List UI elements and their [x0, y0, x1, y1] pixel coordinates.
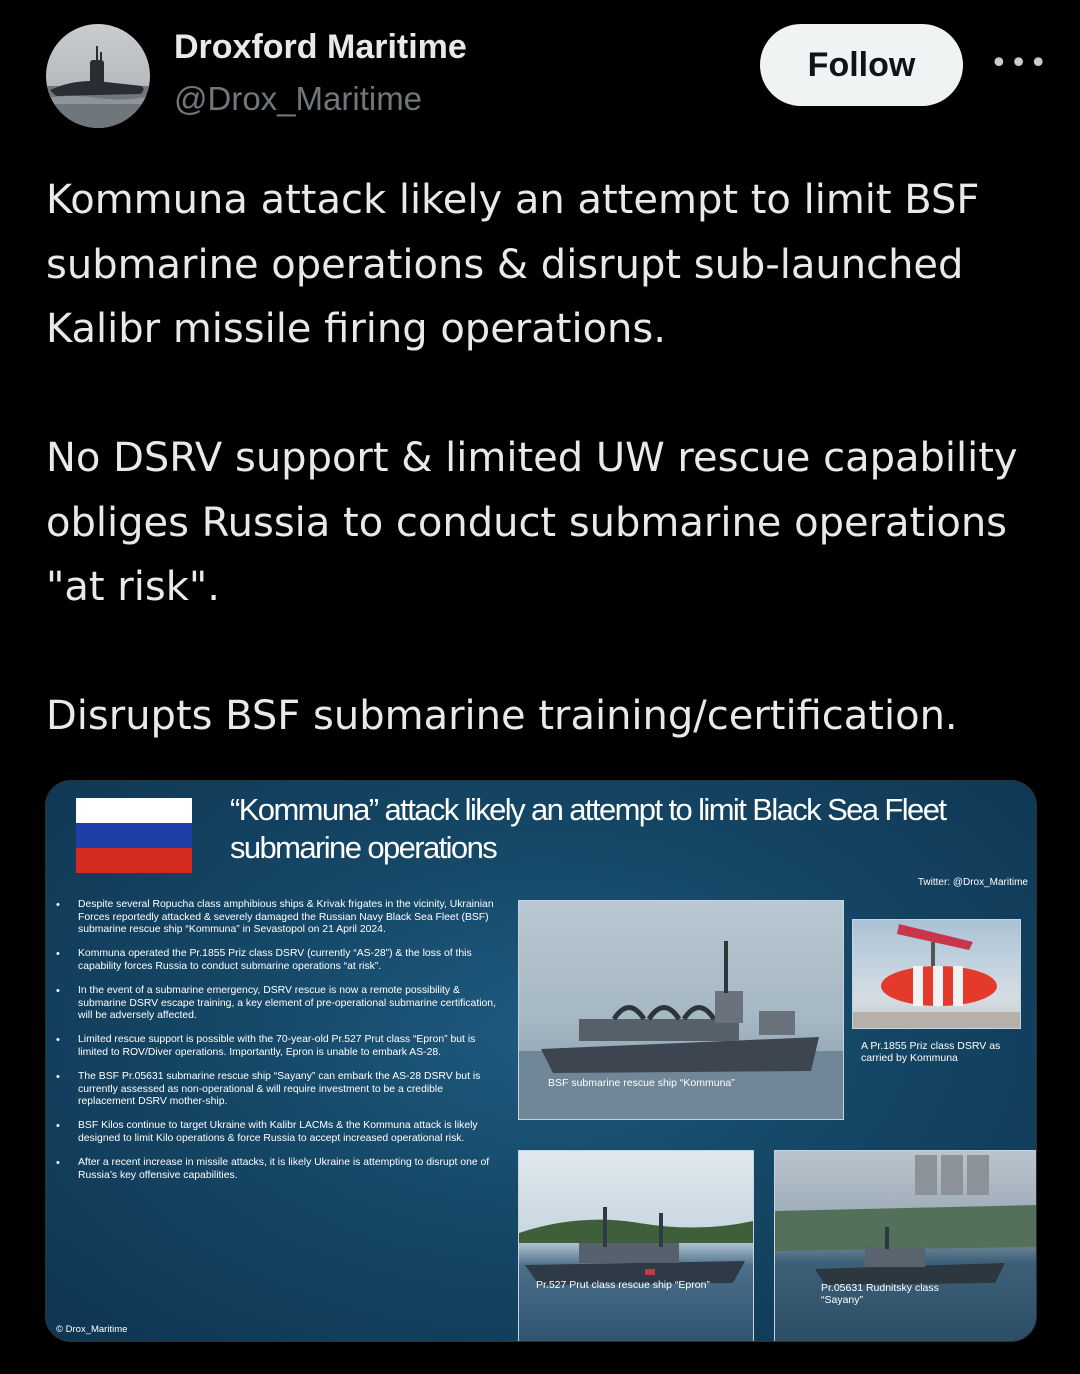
slide-bullet-list	[56, 899, 496, 1194]
tweet-paragraph: Kommuna attack likely an attempt to limit BSF submarine operations & disrupt sub-launched Kalibr missile firing operations.	[46, 177, 980, 352]
slide-credit: Twitter: @Drox_Maritime	[917, 877, 1028, 888]
sayany-photo	[774, 1150, 1037, 1342]
list-item: • Limited rescue support is possible with the 70-year-old Pr.527 Prut class “Epron” but is limited to ROV/Diver operations. Importantly, Epron is unable to embark AS-28.	[56, 1034, 496, 1059]
epron-photo	[518, 1150, 754, 1342]
tweet-media-image[interactable]	[45, 780, 1037, 1342]
more-icon[interactable]: •••	[990, 46, 1050, 81]
submarine-avatar-icon	[46, 24, 150, 128]
russian-flag-icon	[76, 798, 192, 873]
sayany-caption: Pr.05631 Rudnitsky class “Sayany”	[821, 1282, 939, 1306]
slide-credit-bottom: © Drox_Maritime	[56, 1324, 128, 1335]
tweet-text	[46, 168, 1046, 749]
account-handle[interactable]: @Drox_Maritime	[174, 80, 423, 117]
tweet-header	[0, 0, 1080, 140]
list-item: • In the event of a submarine emergency, DSRV rescue is now a remote possibility & submarine DSRV escape training, a key element of pre-operational submarine certification, will be adversely affected.	[56, 985, 496, 1023]
follow-button[interactable]: Follow	[760, 24, 963, 106]
dsrv-caption: A Pr.1855 Priz class DSRV as carried by Kommuna	[861, 1040, 1001, 1064]
dsrv-image-icon	[853, 920, 1020, 1028]
dsrv-photo	[852, 919, 1021, 1029]
slide-title: “Kommuna” attack likely an attempt to limit Black Sea Fleet submarine operations	[230, 792, 946, 865]
list-item: • Despite several Ropucha class amphibious ships & Krivak frigates in the vicinity, Ukrainian Forces reportedly attacked & severely damaged the Russian Navy Black Sea Fleet (BSF) submarine rescue ship “Kommuna” in Sevastopol on 21 April 2024.	[56, 899, 496, 937]
list-item: • The BSF Pr.05631 submarine rescue ship “Sayany” can embark the AS-28 DSRV but is currently assessed as non-operational & will require investment to be a credible replacement DSRV mother-ship.	[56, 1071, 496, 1109]
ship-image-icon	[519, 1151, 753, 1342]
kommuna-caption: BSF submarine rescue ship “Kommuna”	[548, 1077, 735, 1089]
epron-caption: Pr.527 Prut class rescue ship “Epron”	[536, 1279, 710, 1291]
list-item: • BSF Kilos continue to target Ukraine with Kalibr LACMs & the Kommuna attack is likely designed to limit Kilo operations & force Russia to accept increased operational risk.	[56, 1120, 496, 1145]
tweet-paragraph: No DSRV support & limited UW rescue capability obliges Russia to conduct submarine operations "at risk".	[46, 435, 1018, 610]
list-item: • Kommuna operated the Pr.1855 Priz class DSRV (currently “AS-28”) & the loss of this capability forces Russia to conduct submarine operations “at risk”.	[56, 948, 496, 973]
ship-image-icon	[775, 1151, 1037, 1342]
tweet-paragraph: Disrupts BSF submarine training/certification.	[46, 693, 958, 739]
account-name[interactable]: Droxford Maritime	[174, 28, 467, 66]
avatar[interactable]	[46, 24, 150, 128]
list-item: • After a recent increase in missile attacks, it is likely Ukraine is attempting to disrupt one of Russia’s key offensive capabilities.	[56, 1157, 496, 1182]
